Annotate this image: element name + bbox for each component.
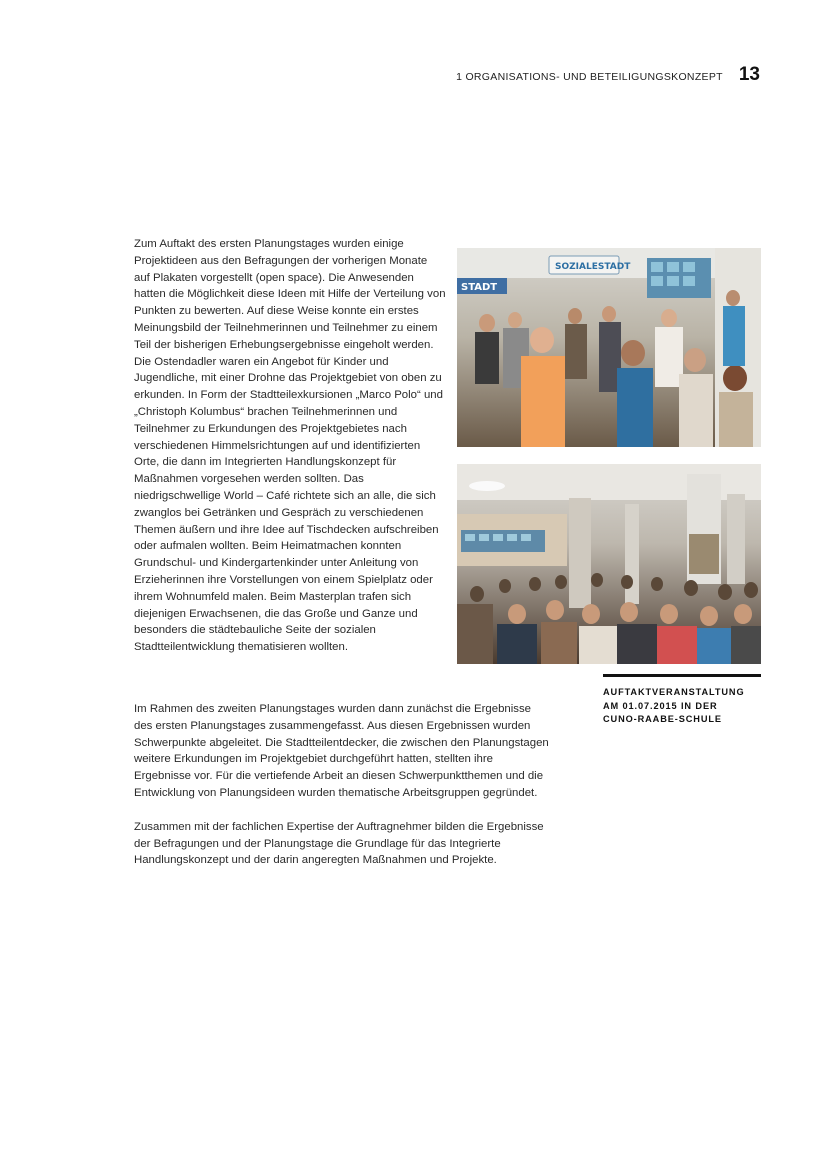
- sozialestadt-sign: SOZIALESTADT: [555, 262, 631, 272]
- body-paragraph: Im Rahmen des zweiten Planungstages wurden dann zunächst die Ergebnisse des ersten Planungstages zusammengefasst. Aus diesen Ergebnissen wurden Schwerpunkte abgeleitet. Die Stadtteilentdecker, die zwischen den Planungstagen weitere Erkundungen im Projektgebiet durchgeführt hatten, stellten ihre Ergebnisse vor. Für die vertiefende Arbeit an diesen Schwerpunktthemen und die Entwicklung von Planungsideen wurden thematische Arbeitsgruppen gegründet.: [134, 703, 549, 799]
- event-photo-standing: [457, 248, 761, 447]
- body-column-bottom: [134, 701, 552, 886]
- caption-line: AUFTAKTVERANSTALTUNG: [603, 687, 745, 697]
- body-paragraph: Zusammen mit der fachlichen Expertise der Auftragnehmer bilden die Ergebnisse der Befragungen und der Planungstage die Grundlage für das Integrierte Handlungskonzept und der darin angeregten Maßnahmen und Projekte.: [134, 820, 544, 867]
- stadt-banner: STADT: [461, 282, 498, 293]
- caption-line: CUNO-RAABE-SCHULE: [603, 714, 722, 724]
- running-header: [456, 64, 760, 86]
- caption-line: AM 01.07.2015 IN DER: [603, 700, 718, 711]
- body-paragraph: Zum Auftakt des ersten Planungstages wurden einige Projektideen aus den Befragungen der vorherigen Monate auf Plakaten vorgestellt (open space). Die Anwesenden hatten die Möglichkeit diese Ideen mit Hilfe der Verteilung von Punkten zu bewerten. Auf diese Weise konnte ein erstes Meinungsbild der Teilnehmerinnen und Teilnehmer zu einem Teil der bisherigen Erhebungsergebnisse eingeholt werden. Die Ostendadler waren ein Angebot für Kinder und Jugendliche, mit einer Drohne das Projektgebiet von oben zu erkunden. In Form der Stadtteilexkursionen „Marco Polo“ und „Christoph Kolumbus“ brachen Teilnehmerinnen und Teilnehmer zu Erkundungen des Projektgebietes nach verschiedenen Himmelsrichtungen auf und identifizierten Orte, die dann im Integrierten Handlungskonzept für Maßnahmen vorgesehen werden sollten. Das niedrigschwellige World – Café richtete sich an alle, die sich zwanglos bei Getränken und Gespräch zu verschiedenen Themen äußern und ihre Idee auf Tischdecken aufschreiben oder aufmalen wollten. Beim Heimatmachen konnten Grundschul- und Kindergartenkinder unter Anleitung von Erzieherinnen ihre Vorstellungen von einem Spielplatz oder ihrem Wohnumfeld malen. Beim Masterplan trafen sich diejenigen Erwachsenen, die das Große und Ganze und besonders die städtebauliche Seite der sozialen Stadtteilentwicklung thematisieren wollten.: [134, 238, 446, 654]
- running-title: 1 ORGANISATIONS- UND BETEILIGUNGSKONZEPT: [456, 71, 723, 83]
- event-photo-audience: [457, 464, 761, 664]
- body-column-left: [134, 236, 446, 656]
- photo-caption: [603, 674, 761, 727]
- page-number: 13: [738, 64, 760, 85]
